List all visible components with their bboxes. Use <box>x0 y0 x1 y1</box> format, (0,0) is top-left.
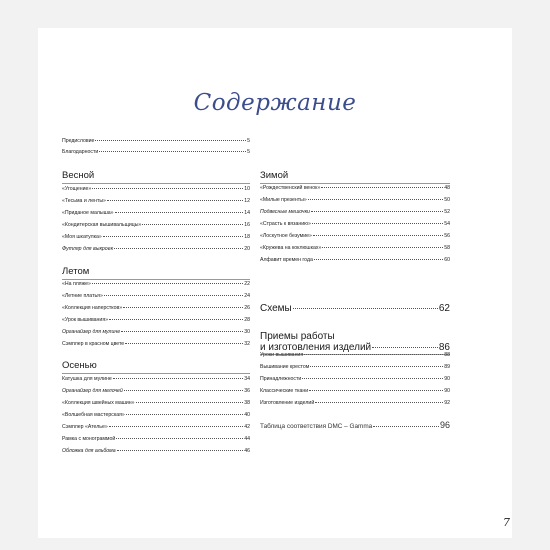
entry-label: Принадлежности <box>260 376 302 382</box>
entry-page: 44 <box>244 436 250 442</box>
entry-label: Сэмплер в красном цвете <box>62 341 125 347</box>
dot-leader <box>302 378 443 379</box>
entry-page: 22 <box>244 281 250 287</box>
entry-label: «Приданое малыша» <box>62 210 114 216</box>
entry-label: Классические ткани <box>260 388 309 394</box>
dot-leader <box>123 307 243 308</box>
entry-label: «Коллекция наперстков» <box>62 305 123 311</box>
dot-leader <box>310 366 443 367</box>
entry-label: Изготовление изделий <box>260 400 315 406</box>
dot-leader <box>313 235 443 236</box>
entry-page: 58 <box>444 245 450 251</box>
dot-leader <box>95 140 246 141</box>
toc-entry[interactable] <box>62 388 250 395</box>
entry-page: 26 <box>244 305 250 311</box>
toc-page <box>38 28 512 538</box>
entry-page: 89 <box>444 364 450 370</box>
dot-leader <box>372 347 438 348</box>
dot-leader <box>103 236 243 237</box>
entry-page: 42 <box>244 424 250 430</box>
entry-label: Предисловие <box>62 138 95 144</box>
entry-label: «Рождественский венок» <box>260 185 321 191</box>
entry-page: 90 <box>444 388 450 394</box>
entry-page: 90 <box>444 376 450 382</box>
section-heading-autumn: Осенью <box>62 360 97 371</box>
entry-page: 28 <box>244 317 250 323</box>
toc-entry[interactable] <box>62 186 250 193</box>
toc-entry[interactable] <box>260 209 450 216</box>
toc-entry[interactable] <box>260 245 450 252</box>
dot-leader <box>312 223 443 224</box>
entry-label: Подвесные мешочки <box>260 209 310 215</box>
entry-label: Органайзер для мелочей <box>62 388 123 394</box>
dot-leader <box>114 248 243 249</box>
entry-label: «Страсть к вязанию» <box>260 221 311 227</box>
toc-entry[interactable] <box>62 222 250 229</box>
entry-label: «Моя шкатулка» <box>62 234 102 240</box>
dot-leader <box>314 259 443 260</box>
dot-leader <box>373 426 439 427</box>
entry-page: 62 <box>438 303 450 314</box>
section-heading-methods: Приемы работы <box>260 331 335 342</box>
toc-entry-schemes[interactable] <box>260 303 450 315</box>
toc-entry[interactable] <box>62 305 250 312</box>
entry-page: 5 <box>247 149 250 155</box>
dot-leader <box>92 188 243 189</box>
section-rule <box>62 183 250 184</box>
section-heading-spring: Весной <box>62 170 95 181</box>
entry-page: 20 <box>244 246 250 252</box>
toc-entry[interactable] <box>260 388 450 395</box>
entry-label: Схемы <box>260 303 292 314</box>
entry-page: 88 <box>444 352 450 358</box>
toc-entry[interactable] <box>260 364 450 371</box>
entry-label: Уроки вышивания <box>260 352 304 358</box>
dot-leader <box>304 354 443 355</box>
dot-leader <box>117 450 244 451</box>
dot-leader <box>311 211 443 212</box>
entry-page: 36 <box>244 388 250 394</box>
page-number: 7 <box>503 516 510 529</box>
entry-label: Обложка для альбома <box>62 448 116 454</box>
entry-label: «Урок вышивания» <box>62 317 109 323</box>
dot-leader <box>115 212 244 213</box>
entry-page: 48 <box>444 185 450 191</box>
toc-entry[interactable] <box>62 317 250 324</box>
toc-entry[interactable] <box>62 138 250 145</box>
section-rule <box>62 279 250 280</box>
toc-entry[interactable] <box>62 293 250 300</box>
toc-entry[interactable] <box>260 376 450 383</box>
entry-label: «Летние платья» <box>62 293 103 299</box>
toc-entry[interactable] <box>62 234 250 241</box>
dot-leader <box>124 390 243 391</box>
entry-page: 34 <box>244 376 250 382</box>
entry-label: Благодарности <box>62 149 99 155</box>
entry-label: Вышивание крестом <box>260 364 310 370</box>
toc-entry[interactable] <box>62 281 250 288</box>
dot-leader <box>322 247 443 248</box>
entry-label: Сэмплер «Ателье» <box>62 424 108 430</box>
entry-page: 50 <box>444 197 450 203</box>
toc-entry[interactable] <box>62 424 250 431</box>
dot-leader <box>293 308 438 309</box>
toc-entry[interactable] <box>260 400 450 407</box>
toc-entry[interactable] <box>62 341 250 348</box>
toc-entry[interactable] <box>260 185 450 192</box>
toc-entry[interactable] <box>62 210 250 217</box>
dot-leader <box>142 224 243 225</box>
toc-entry[interactable] <box>260 233 450 240</box>
toc-entry[interactable] <box>62 412 250 419</box>
entry-label: Футляр для выкроек <box>62 246 114 252</box>
entry-label: «На пляже» <box>62 281 91 287</box>
entry-label: Рамка с монограммой <box>62 436 116 442</box>
toc-entry[interactable] <box>260 221 450 228</box>
section-heading-summer: Летом <box>62 266 90 277</box>
toc-entry[interactable] <box>260 257 450 264</box>
entry-label: Органайзер для мулине <box>62 329 121 335</box>
entry-label: и изготовления изделий <box>260 342 372 353</box>
entry-page: 46 <box>244 448 250 454</box>
entry-page: 38 <box>244 400 250 406</box>
toc-entry[interactable] <box>62 149 250 156</box>
dot-leader <box>125 343 243 344</box>
entry-label: «Кружева на коклюшках» <box>260 245 322 251</box>
entry-label: «Тесьма и ленты» <box>62 198 106 204</box>
section-heading-winter: Зимой <box>260 170 289 181</box>
entry-page: 54 <box>444 221 450 227</box>
toc-entry[interactable] <box>62 400 250 407</box>
page-title: Содержание <box>193 90 357 116</box>
entry-label: «Коллекция швейных машин» <box>62 400 135 406</box>
entry-page: 92 <box>444 400 450 406</box>
toc-entry[interactable] <box>62 198 250 205</box>
dot-leader <box>315 402 443 403</box>
entry-page: 52 <box>444 209 450 215</box>
toc-entry[interactable] <box>260 197 450 204</box>
entry-label: Таблица соответствия DMC – Gamma <box>260 423 373 430</box>
entry-label: Катушка для мулине <box>62 376 112 382</box>
entry-label: «Волшебная мастерская» <box>62 412 125 418</box>
entry-label: «Угощение» <box>62 186 92 192</box>
entry-label: «Кондитерская вышивальщицы» <box>62 222 142 228</box>
dot-leader <box>321 187 443 188</box>
entry-page: 10 <box>244 186 250 192</box>
dot-leader <box>92 283 243 284</box>
section-rule <box>62 373 250 374</box>
dot-leader <box>121 331 243 332</box>
dot-leader <box>99 151 246 152</box>
dot-leader <box>136 402 244 403</box>
entry-page: 32 <box>244 341 250 347</box>
dot-leader <box>109 319 243 320</box>
entry-page: 60 <box>444 257 450 263</box>
dot-leader <box>104 295 243 296</box>
entry-page: 18 <box>244 234 250 240</box>
section-rule <box>260 183 450 184</box>
entry-label: «Милые презенты» <box>260 197 307 203</box>
toc-entry[interactable] <box>62 246 250 253</box>
entry-page: 96 <box>439 420 450 430</box>
entry-page: 30 <box>244 329 250 335</box>
entry-page: 40 <box>244 412 250 418</box>
entry-page: 12 <box>244 198 250 204</box>
dot-leader <box>116 438 243 439</box>
toc-entry[interactable] <box>62 329 250 336</box>
dot-leader <box>109 426 243 427</box>
toc-entry-table[interactable] <box>260 421 450 431</box>
entry-page: 56 <box>444 233 450 239</box>
toc-entry[interactable] <box>260 352 450 359</box>
dot-leader <box>308 199 444 200</box>
toc-entry[interactable] <box>62 448 250 455</box>
entry-page: 14 <box>244 210 250 216</box>
dot-leader <box>309 390 443 391</box>
entry-page: 24 <box>244 293 250 299</box>
toc-entry[interactable] <box>62 376 250 383</box>
entry-page: 16 <box>244 222 250 228</box>
dot-leader <box>107 200 243 201</box>
dot-leader <box>126 414 243 415</box>
entry-page: 5 <box>247 138 250 144</box>
entry-page: 86 <box>438 342 450 353</box>
entry-label: «Лоскутное безумие» <box>260 233 312 239</box>
entry-label: Алфавит времен года <box>260 257 313 263</box>
dot-leader <box>113 378 243 379</box>
toc-entry[interactable] <box>62 436 250 443</box>
